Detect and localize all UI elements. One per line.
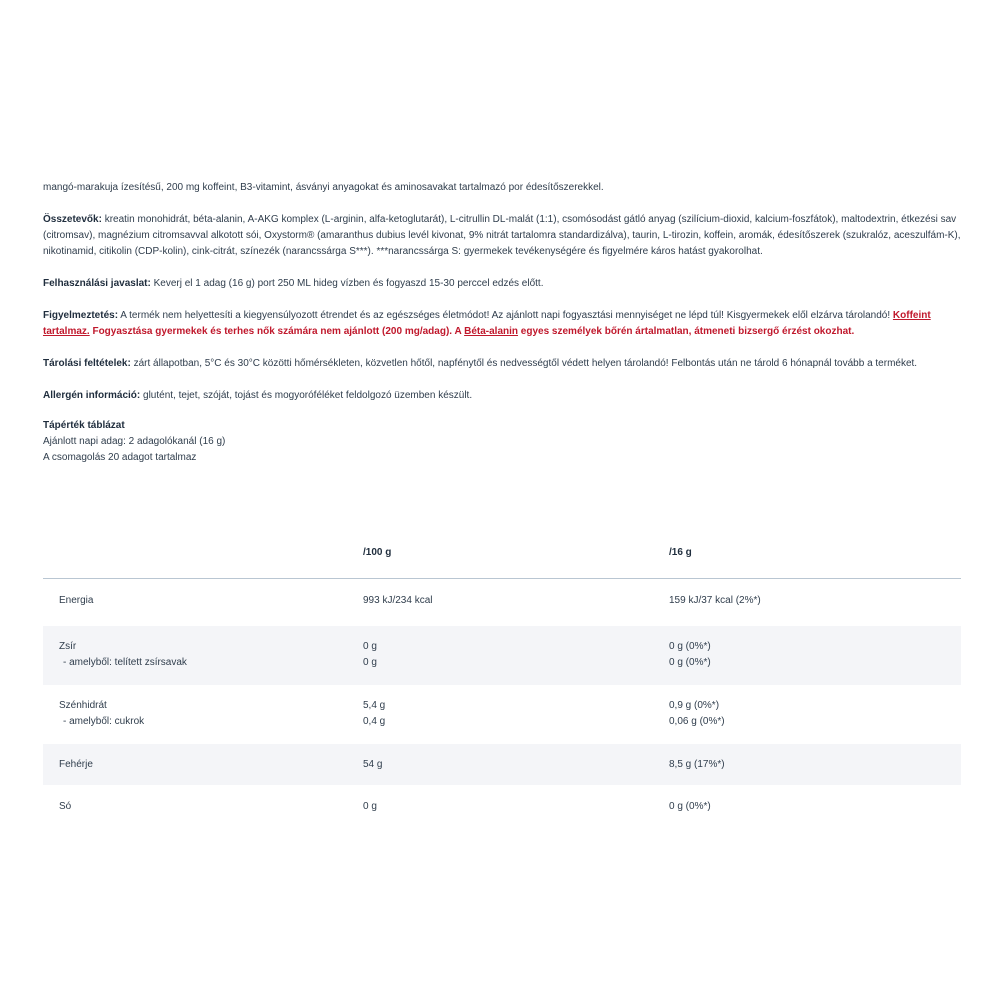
storage-text: zárt állapotban, 5°C és 30°C közötti hőmérsékleten, közvetlen hőtől, napfénytől és nedvességtől védett helyen tárolandó! Felbontás után ne tárold 6 hónapnál tovább a terméket. <box>130 358 918 369</box>
value-per-100g-line: 0,4 g <box>363 716 386 727</box>
value-per-100g-line: 0 g <box>363 641 377 652</box>
intro-text: mangó-marakuja ízesítésű, 200 mg koffeint, B3-vitamint, ásványi anyagokat és aminosavakat tartalmazó por édesítőszerekkel. <box>43 182 604 193</box>
value-per-serving <box>669 757 961 785</box>
allergen-label: Allergén információ: <box>43 390 141 401</box>
nutrient-name <box>43 639 363 685</box>
value-per-serving-line: 0,06 g (0%*) <box>669 716 725 727</box>
nutrient-name-line: Szénhidrát <box>59 700 107 711</box>
nutrition-title: Tápérték táblázat <box>43 420 125 431</box>
daily-serving: Ajánlott napi adag: 2 adagolókanál (16 g) <box>43 436 226 447</box>
beta-alanine-term: Béta-alanin <box>464 326 519 337</box>
nutrient-name-line: - amelyből: telített zsírsavak <box>63 657 187 668</box>
allergen-section <box>43 388 961 404</box>
nutrient-name-line: Energia <box>59 595 94 606</box>
table-header <box>43 545 961 579</box>
nutrient-name <box>43 799 363 829</box>
value-per-100g-line: 5,4 g <box>363 700 386 711</box>
value-per-100g-line: 0 g <box>363 801 377 812</box>
table-row <box>43 685 961 744</box>
table-row <box>43 785 961 829</box>
value-per-serving <box>669 593 961 626</box>
nutrient-name-line: Fehérje <box>59 759 93 770</box>
product-description <box>43 180 961 466</box>
usage-section <box>43 276 961 292</box>
value-per-serving-line: 159 kJ/37 kcal (2%*) <box>669 595 761 606</box>
value-per-serving <box>669 698 961 744</box>
nutrient-name <box>43 593 363 626</box>
package-servings: A csomagolás 20 adagot tartalmaz <box>43 452 197 463</box>
beta-alanine-warning: egyes személyek bőrén ártalmatlan, átmeneti bizsergő érzést okozhat. <box>518 326 855 337</box>
ingredients-section <box>43 212 961 260</box>
header-nutrient <box>43 545 363 578</box>
storage-label: Tárolási feltételek: <box>43 358 131 369</box>
value-per-serving-line: 0,9 g (0%*) <box>669 700 720 711</box>
nutrition-table <box>43 545 961 829</box>
value-per-serving-line: 0 g (0%*) <box>669 641 711 652</box>
value-per-100g <box>363 757 669 785</box>
table-body <box>43 579 961 829</box>
value-per-100g <box>363 639 669 685</box>
value-per-serving-line: 0 g (0%*) <box>669 657 711 668</box>
storage-section <box>43 356 961 372</box>
table-row <box>43 744 961 785</box>
value-per-100g-line: 54 g <box>363 759 383 770</box>
value-per-100g <box>363 698 669 744</box>
table-row <box>43 626 961 685</box>
value-per-serving-line: 0 g (0%*) <box>669 801 711 812</box>
value-per-serving <box>669 799 961 829</box>
warning-label: Figyelmeztetés: <box>43 310 119 321</box>
value-per-serving-line: 8,5 g (17%*) <box>669 759 725 770</box>
header-per-serving: /16 g <box>669 547 692 558</box>
header-per-100g: /100 g <box>363 547 392 558</box>
caffeine-warning: Koffeint tartalmaz. <box>43 310 931 337</box>
value-per-100g <box>363 799 669 829</box>
usage-text: Keverj el 1 adag (16 g) port 250 ML hideg vízben és fogyaszd 15-30 perccel edzés előtt. <box>150 278 544 289</box>
usage-label: Felhasználási javaslat: <box>43 278 151 289</box>
nutrient-name <box>43 698 363 744</box>
caffeine-advice: Fogyasztása gyermekek és terhes nők számára nem ajánlott (200 mg/adag). A <box>89 326 465 337</box>
nutrient-name-line: Zsír <box>59 641 77 652</box>
nutrient-name-line: - amelyből: cukrok <box>63 716 145 727</box>
nutrient-name-line: Só <box>59 801 72 812</box>
ingredients-text: kreatin monohidrát, béta-alanin, A-AKG komplex (L-arginin, alfa-ketoglutarát), L-citrullin DL-malát (1:1), csomósodást gátló anyag (szilícium-dioxid, kalcium-foszfátok), maltodextrin, étkezési sav (citromsav), magnézium citromsavval alkotott sói, Oxystorm® (amaranthus dubius levél kivonat, 9% nitrát tartalomra standardizálva), taurin, L-tirozin, koffein, aromák, édesítőszerek (szukralóz, aceszulfám-K), nikotinamid, citikolin (CDP-kolin), cink-citrát, színezék (narancssárga S***). ***narancssárga S: gyermekek tevékenységére és figyelmére káros hatást gyakorolhat. <box>43 214 961 257</box>
warning-section <box>43 308 961 340</box>
nutrient-name <box>43 757 363 785</box>
allergen-text: glutént, tejet, szóját, tojást és mogyoróféléket feldolgozó üzemben készült. <box>140 390 473 401</box>
value-per-100g-line: 993 kJ/234 kcal <box>363 595 433 606</box>
ingredients-label: Összetevők: <box>43 214 102 225</box>
warning-text: A termék nem helyettesíti a kiegyensúlyozott étrendet és az egészséges életmódot! Az ajánlott napi fogyasztási mennyiséget ne lépd túl! Kisgyermekek elől elzárva tárolandó! <box>118 310 893 321</box>
value-per-100g <box>363 593 669 626</box>
value-per-100g-line: 0 g <box>363 657 377 668</box>
table-row <box>43 579 961 626</box>
value-per-serving <box>669 639 961 685</box>
